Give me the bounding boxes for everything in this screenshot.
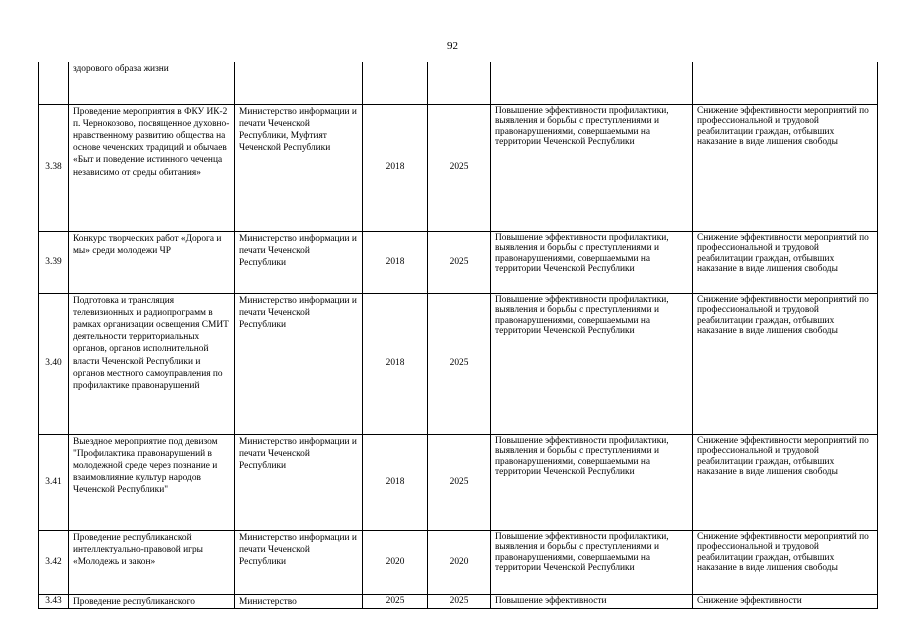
event-cell: Выездное мероприятие под девизом "Профилактика правонарушений в молодежной среде через познание и взаимовлияние культур народов Чеченской Республики" bbox=[69, 434, 235, 530]
end-year-cell: 2025 bbox=[428, 434, 491, 530]
start-year-cell: 2025 bbox=[363, 594, 428, 608]
event-cell: Подготовка и трансляция телевизионных и радиопрограмм в рамках организации освещения СМИТ деятельности территориальных органов, органов исполнительной власти Чеченской Республики и органов местного самоуправления по профилактике правонарушений bbox=[69, 293, 235, 434]
executor-cell: Министерство информации и печати Чеченской Республики bbox=[235, 231, 363, 293]
result-cell: Снижение эффективности мероприятий по профессиональной и трудовой реабилитации граждан, отбывших наказание в виде лишения свободы bbox=[693, 104, 878, 231]
event-cell: Конкурс творческих работ «Дорога и мы» среди молодежи ЧР bbox=[69, 231, 235, 293]
executor-cell: Министерство информации и печати Чеченской Республики bbox=[235, 293, 363, 434]
event-cell: Проведение республиканской интеллектуально-правовой игры «Молодежь и закон» bbox=[69, 530, 235, 594]
table-row-continued bbox=[39, 62, 878, 104]
start-year-cell: 2018 bbox=[363, 293, 428, 434]
executor-cell: Министерство информации и печати Чеченской Республики bbox=[235, 530, 363, 594]
end-year-cell: 2020 bbox=[428, 530, 491, 594]
end-year-cell: 2025 bbox=[428, 594, 491, 608]
result-cell: Снижение эффективности bbox=[693, 594, 878, 608]
indicator-link-cell bbox=[491, 62, 693, 104]
indicator-link-cell: Повышение эффективности профилактики, выявления и борьбы с преступлениями и правонарушениями, совершаемыми на территории Чеченской Республики bbox=[491, 434, 693, 530]
table-row bbox=[39, 293, 878, 434]
start-year-cell bbox=[363, 62, 428, 104]
executor-cell: Министерство информации и печати Чеченской Республики bbox=[235, 434, 363, 530]
indicator-link-cell: Повышение эффективности bbox=[491, 594, 693, 608]
start-year-cell: 2018 bbox=[363, 231, 428, 293]
result-cell: Снижение эффективности мероприятий по профессиональной и трудовой реабилитации граждан, отбывших наказание в виде лишения свободы bbox=[693, 530, 878, 594]
result-cell bbox=[693, 62, 878, 104]
event-cell: Проведение мероприятия в ФКУ ИК-2 п. Чернокозово, посвященное духовно-нравственному развитию общества на основе чеченских традиций и обычаев «Быт и поведение истинного чеченца независимо от среды обитания» bbox=[69, 104, 235, 231]
row-number: 3.41 bbox=[39, 434, 69, 530]
indicator-link-cell: Повышение эффективности профилактики, выявления и борьбы с преступлениями и правонарушениями, совершаемыми на территории Чеченской Республики bbox=[491, 530, 693, 594]
row-number: 3.39 bbox=[39, 231, 69, 293]
start-year-cell: 2020 bbox=[363, 530, 428, 594]
table-row bbox=[39, 434, 878, 530]
table-row bbox=[39, 530, 878, 594]
table-row bbox=[39, 594, 878, 608]
table-row bbox=[39, 104, 878, 231]
program-events-table bbox=[38, 62, 878, 609]
executor-cell bbox=[235, 62, 363, 104]
event-cell: здорового образа жизни bbox=[69, 62, 235, 104]
end-year-cell bbox=[428, 62, 491, 104]
row-number bbox=[39, 62, 69, 104]
end-year-cell: 2025 bbox=[428, 293, 491, 434]
table-row bbox=[39, 231, 878, 293]
executor-cell: Министерство bbox=[235, 594, 363, 608]
row-number: 3.38 bbox=[39, 104, 69, 231]
start-year-cell: 2018 bbox=[363, 104, 428, 231]
row-number: 3.42 bbox=[39, 530, 69, 594]
result-cell: Снижение эффективности мероприятий по профессиональной и трудовой реабилитации граждан, отбывших наказание в виде лишения свободы bbox=[693, 434, 878, 530]
row-number: 3.43 bbox=[39, 594, 69, 608]
end-year-cell: 2025 bbox=[428, 104, 491, 231]
indicator-link-cell: Повышение эффективности профилактики, выявления и борьбы с преступлениями и правонарушениями, совершаемыми на территории Чеченской Республики bbox=[491, 231, 693, 293]
result-cell: Снижение эффективности мероприятий по профессиональной и трудовой реабилитации граждан, отбывших наказание в виде лишения свободы bbox=[693, 293, 878, 434]
start-year-cell: 2018 bbox=[363, 434, 428, 530]
executor-cell: Министерство информации и печати Чеченской Республики, Муфтият Чеченской Республики bbox=[235, 104, 363, 231]
page-number: 92 bbox=[447, 40, 458, 52]
row-number: 3.40 bbox=[39, 293, 69, 434]
indicator-link-cell: Повышение эффективности профилактики, выявления и борьбы с преступлениями и правонарушениями, совершаемыми на территории Чеченской Республики bbox=[491, 293, 693, 434]
end-year-cell: 2025 bbox=[428, 231, 491, 293]
result-cell: Снижение эффективности мероприятий по профессиональной и трудовой реабилитации граждан, отбывших наказание в виде лишения свободы bbox=[693, 231, 878, 293]
event-cell: Проведение республиканского bbox=[69, 594, 235, 608]
indicator-link-cell: Повышение эффективности профилактики, выявления и борьбы с преступлениями и правонарушениями, совершаемыми на территории Чеченской Республики bbox=[491, 104, 693, 231]
